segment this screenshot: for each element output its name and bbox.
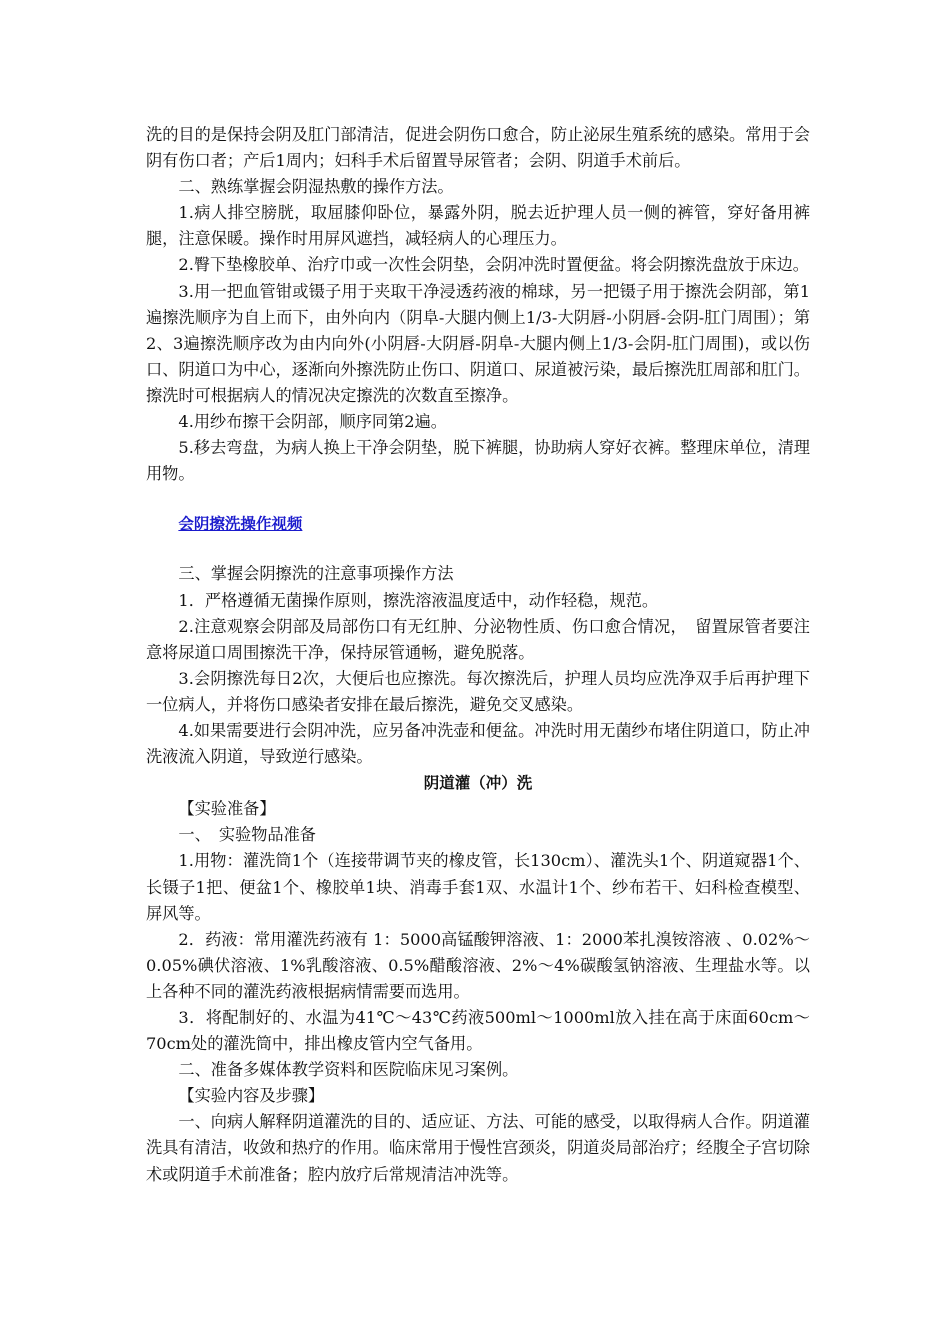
- paragraph-continuation: 洗的目的是保持会阴及肛门部清洁，促进会阴伤口愈合，防止泌尿生殖系统的感染。常用于会阴有伤口者；产后1周内；妇科手术后留置导尿管者；会阴、阴道手术前后。: [146, 125, 810, 171]
- materials-heading: 一、 实验物品准备: [178, 825, 316, 845]
- materials-paragraph: 1.用物：灌洗筒1个（连接带调节夹的橡皮管，长130cm）、灌洗头1个、阴道窥器1个、长镊子1把、便盆1个、橡胶单1块、消毒手套1双、水温计1个、纱布若干、妇科检查模型、屏风等。: [146, 851, 810, 923]
- precaution-2-paragraph: 2.注意观察会阴部及局部伤口有无红肿、分泌物性质、伤口愈合情况， 留置尿管者要注意将尿道口周围擦洗干净，保持尿管通畅，避免脱落。: [146, 616, 810, 662]
- blank-line: [146, 537, 810, 561]
- step-4-paragraph: 4.用纱布擦干会阴部，顺序同第2遍。: [178, 412, 447, 432]
- step-3-paragraph: 3.用一把血管钳或镊子用于夹取干净浸透药液的棉球，另一把镊子用于擦洗会阴部，第1遍擦洗顺序为自上而下，由外向内（阴阜-大腿内侧上1/3-大阴唇-小阴唇-会阴-肛门周围）；第2、3遍擦洗顺序改为由内向外(小阴唇-大阴唇-阴阜-大腿内侧上1/3-会阴-肛门周围)，或以伤口、阴道口为中心，逐渐向外擦洗防止伤口、阴道口、尿道被污染，最后擦洗肛周部和肛门。擦洗时可根据病人的情况决定擦洗的次数直至擦净。: [146, 281, 810, 405]
- precaution-3-paragraph: 3.会阴擦洗每日2次，大便后也应擦洗。每次擦洗后，护理人员均应洗净双手后再护理下一位病人，并将伤口感染者安排在最后擦洗，避免交叉感染。: [146, 668, 810, 714]
- experiment-steps-heading: 【实验内容及步骤】: [178, 1086, 325, 1106]
- multimedia-paragraph: 二、准备多媒体教学资料和医院临床见习案例。: [178, 1060, 519, 1080]
- precaution-1-paragraph: 1．严格遵循无菌操作原则，擦洗溶液温度适中，动作轻稳，规范。: [178, 590, 659, 610]
- section-title: 阴道灌（冲）洗: [423, 774, 533, 793]
- preparation-paragraph: 3．将配制好的、水温为41℃～43℃药液500ml～1000ml放入挂在高于床面60cm～70cm处的灌洗筒中，排出橡皮管内空气备用。: [146, 1008, 810, 1054]
- section-heading-3: 三、掌握会阴擦洗的注意事项操作方法: [178, 564, 454, 584]
- step-5-paragraph: 5.移去弯盘，为病人换上干净会阴垫，脱下裤腿，协助病人穿好衣裤。整理床单位，清理用物。: [146, 438, 810, 484]
- experiment-prep-heading: 【实验准备】: [178, 799, 276, 819]
- step-1-paragraph: 1.病人排空膀胱，取屈膝仰卧位，暴露外阴，脱去近护理人员一侧的裤管，穿好备用裤腿，注意保暖。操作时用屏风遮挡，减轻病人的心理压力。: [146, 203, 810, 249]
- video-link[interactable]: 会阴擦洗操作视频: [178, 515, 303, 534]
- step-2-paragraph: 2.臀下垫橡胶单、治疗巾或一次性会阴垫，会阴冲洗时置便盆。将会阴擦洗盘放于床边。: [178, 255, 809, 275]
- section-heading-2: 二、熟练掌握会阴湿热敷的操作方法。: [178, 177, 454, 197]
- video-link-line: [146, 511, 810, 537]
- document-page: [146, 122, 810, 1188]
- precaution-4-paragraph: 4.如果需要进行会阴冲洗，应另备冲洗壶和便盆。冲洗时用无菌纱布堵住阴道口，防止冲洗液流入阴道，导致逆行感染。: [146, 720, 810, 767]
- explanation-paragraph: 一、向病人解释阴道灌洗的目的、适应证、方法、可能的感受，以取得病人合作。阴道灌洗具有清洁，收敛和热疗的作用。临床常用于慢性宫颈炎，阴道炎局部治疗；经腹全子宫切除术或阴道手术前准备；腔内放疗后常规清洁冲洗等。: [146, 1112, 810, 1184]
- solutions-paragraph: 2．药液：常用灌洗药液有 1：5000高锰酸钾溶液、1：2000苯扎溴铵溶液 、0.02%～0.05%碘伏溶液、1%乳酸溶液、0.5%醋酸溶液、2%～4%碳酸氢钠溶液、生理盐水等。以上各种不同的灌洗药液根据病情需要而选用。: [146, 929, 810, 1001]
- blank-line: [146, 487, 810, 511]
